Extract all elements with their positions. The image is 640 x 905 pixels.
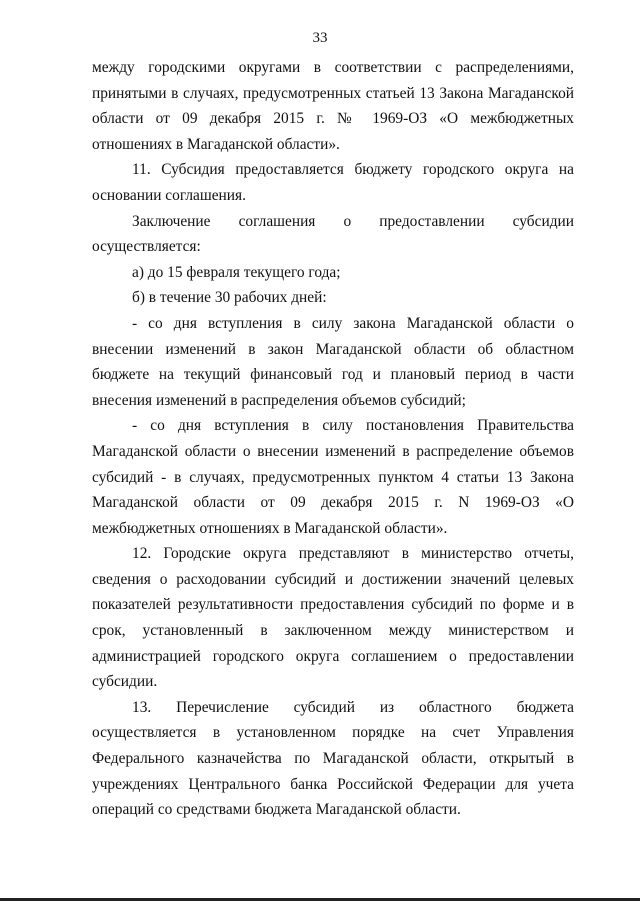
paragraph-subitem-a: а) до 15 февраля текущего года; bbox=[132, 263, 341, 281]
document-body bbox=[92, 55, 574, 823]
paragraph-dash-resolution: - со дня вступления в силу постановления Правительства Магаданской области о внесении изменений в распределение объемов субсидий - в случаях, предусмотренных пунктом 4 статьи 13 Закона Магаданской области от 09 декабря 2015 г. N 1969-ОЗ «О межбюджетных отношениях в Магаданской области». bbox=[92, 417, 574, 537]
paragraph-item-11: 11. Субсидия предоставляется бюджету городского округа на основании соглашения. bbox=[92, 161, 574, 204]
bottom-divider bbox=[0, 898, 640, 901]
paragraph-item-12: 12. Городские округа представляют в министерство отчеты, сведения о расходовании субсидий и достижении значений целевых показателей результативности предоставления субсидий по форме и в срок, установленный в заключенном между министерством и администрацией городского округа соглашением о предоставлении субсидии. bbox=[92, 545, 574, 691]
page-number: 33 bbox=[312, 30, 328, 46]
paragraph-agreement-conclusion: Заключение соглашения о предоставлении субсидии осуществляется: bbox=[92, 212, 574, 256]
paragraph-dash-law: - со дня вступления в силу закона Магаданской области о внесении изменений в закон Магаданской области об областном бюджете на текущий финансовый год и плановый период в части внесения изменений в распределения объемов субсидий; bbox=[92, 314, 574, 409]
paragraph-item-13: 13. Перечисление субсидий из областного бюджета осуществляется в установленном порядке на счет Управления Федерального казначейства по Магаданской области, открытый в учреждениях Центрального банка Российской Федерации для учета операций со средствами бюджета Магаданской области. bbox=[92, 698, 574, 819]
paragraph-continuation: между городскими округами в соответствии с распределениями, принятыми в случаях, предусмотренных статьей 13 Закона Магаданской области от 09 декабря 2015 г. № 1969-ОЗ «О межбюджетных отношениях в Магаданской области». bbox=[92, 59, 574, 153]
paragraph-subitem-b: б) в течение 30 рабочих дней: bbox=[132, 289, 327, 307]
